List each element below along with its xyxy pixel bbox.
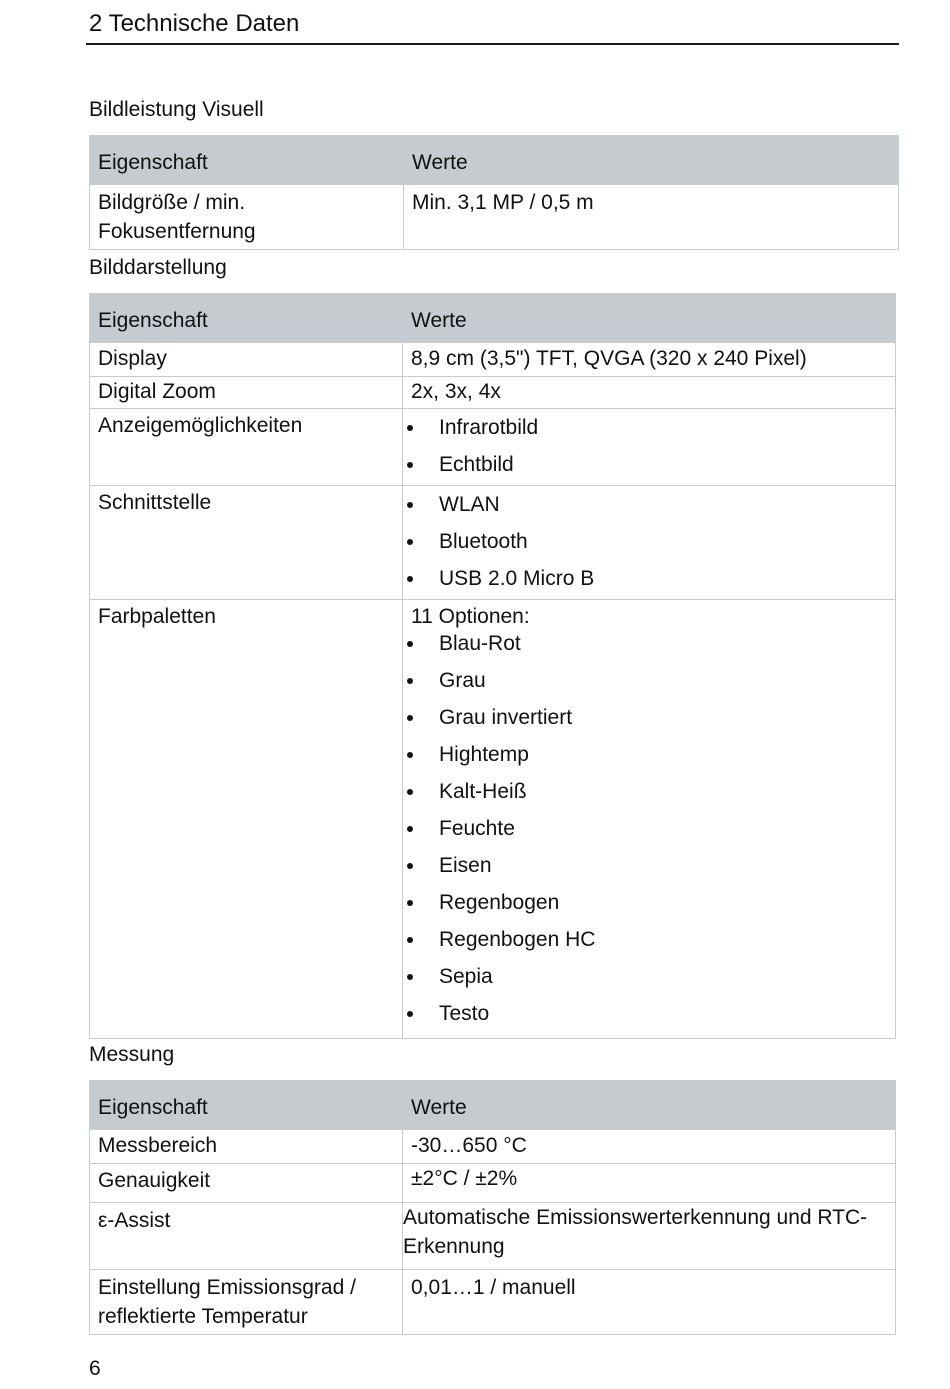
value-cell: ±2°C / ±2% bbox=[403, 1164, 896, 1203]
value-cell bbox=[403, 409, 896, 486]
property-cell: Display bbox=[90, 343, 403, 377]
table-row bbox=[90, 1130, 896, 1164]
property-cell: Genauigkeit bbox=[90, 1164, 403, 1203]
table-row bbox=[90, 486, 896, 600]
property-cell: Digital Zoom bbox=[90, 377, 403, 409]
bullet-list bbox=[411, 409, 889, 483]
header-divider bbox=[86, 43, 899, 45]
value-cell: -30…650 °C bbox=[403, 1130, 896, 1164]
property-cell: Farbpaletten bbox=[90, 600, 403, 1039]
table-bilddarstellung bbox=[89, 293, 896, 1039]
table-row bbox=[90, 600, 896, 1039]
property-cell: ε-Assist bbox=[90, 1203, 403, 1270]
property-cell: Messbereich bbox=[90, 1130, 403, 1164]
table-messung bbox=[89, 1080, 896, 1335]
list-item: Infrarotbild bbox=[411, 409, 889, 446]
column-header-property: Eigenschaft bbox=[90, 1081, 403, 1130]
page-header-title: 2 Technische Daten bbox=[89, 10, 300, 37]
column-header-value: Werte bbox=[404, 136, 899, 185]
list-item: Blau-Rot bbox=[411, 625, 889, 662]
property-cell: Einstellung Emissionsgrad / reflektierte Temperatur bbox=[90, 1270, 403, 1335]
table-header-row bbox=[90, 136, 899, 185]
list-item: Grau bbox=[411, 662, 889, 699]
column-header-value: Werte bbox=[403, 1081, 896, 1130]
table-row bbox=[90, 1203, 896, 1270]
list-item: Feuchte bbox=[411, 810, 889, 847]
list-item: Eisen bbox=[411, 847, 889, 884]
column-header-value: Werte bbox=[403, 294, 896, 343]
list-item: Regenbogen bbox=[411, 884, 889, 921]
table-row bbox=[90, 377, 896, 409]
value-cell bbox=[403, 600, 896, 1039]
section-heading-messung: Messung bbox=[89, 1043, 175, 1066]
table-row bbox=[90, 1270, 896, 1335]
table-row bbox=[90, 343, 896, 377]
property-cell: Bildgröße / min. Fokusentfernung bbox=[90, 185, 404, 250]
list-item: Regenbogen HC bbox=[411, 921, 889, 958]
list-item: USB 2.0 Micro B bbox=[411, 560, 889, 597]
list-item: Hightemp bbox=[411, 736, 889, 773]
bullet-list bbox=[411, 486, 889, 597]
palette-count: 11 Optionen: bbox=[411, 605, 530, 628]
table-row bbox=[90, 185, 899, 250]
value-cell bbox=[403, 486, 896, 600]
value-cell: Min. 3,1 MP / 0,5 m bbox=[404, 185, 899, 250]
table-header-row bbox=[90, 294, 896, 343]
table-bildleistung bbox=[89, 135, 899, 250]
section-heading-bildleistung: Bildleistung Visuell bbox=[89, 98, 264, 121]
list-item: Echtbild bbox=[411, 446, 889, 483]
table-row bbox=[90, 409, 896, 486]
list-item: Bluetooth bbox=[411, 523, 889, 560]
list-item: Testo bbox=[411, 995, 889, 1032]
value-cell: 2x, 3x, 4x bbox=[403, 377, 896, 409]
column-header-property: Eigenschaft bbox=[90, 294, 403, 343]
value-cell: 0,01…1 / manuell bbox=[403, 1270, 896, 1335]
list-item: Grau invertiert bbox=[411, 699, 889, 736]
list-item: Sepia bbox=[411, 958, 889, 995]
value-cell: Automatische Emissionswerterkennung und RTC-Erkennung bbox=[403, 1203, 896, 1270]
property-cell: Schnittstelle bbox=[90, 486, 403, 600]
section-heading-bilddarstellung: Bilddarstellung bbox=[89, 256, 227, 279]
page-number: 6 bbox=[89, 1357, 101, 1380]
column-header-property: Eigenschaft bbox=[90, 136, 404, 185]
bullet-list bbox=[411, 625, 889, 1032]
list-item: WLAN bbox=[411, 486, 889, 523]
property-cell: Anzeigemöglichkeiten bbox=[90, 409, 403, 486]
value-cell: 8,9 cm (3,5") TFT, QVGA (320 x 240 Pixel) bbox=[403, 343, 896, 377]
list-item: Kalt-Heiß bbox=[411, 773, 889, 810]
table-row bbox=[90, 1164, 896, 1203]
table-header-row bbox=[90, 1081, 896, 1130]
